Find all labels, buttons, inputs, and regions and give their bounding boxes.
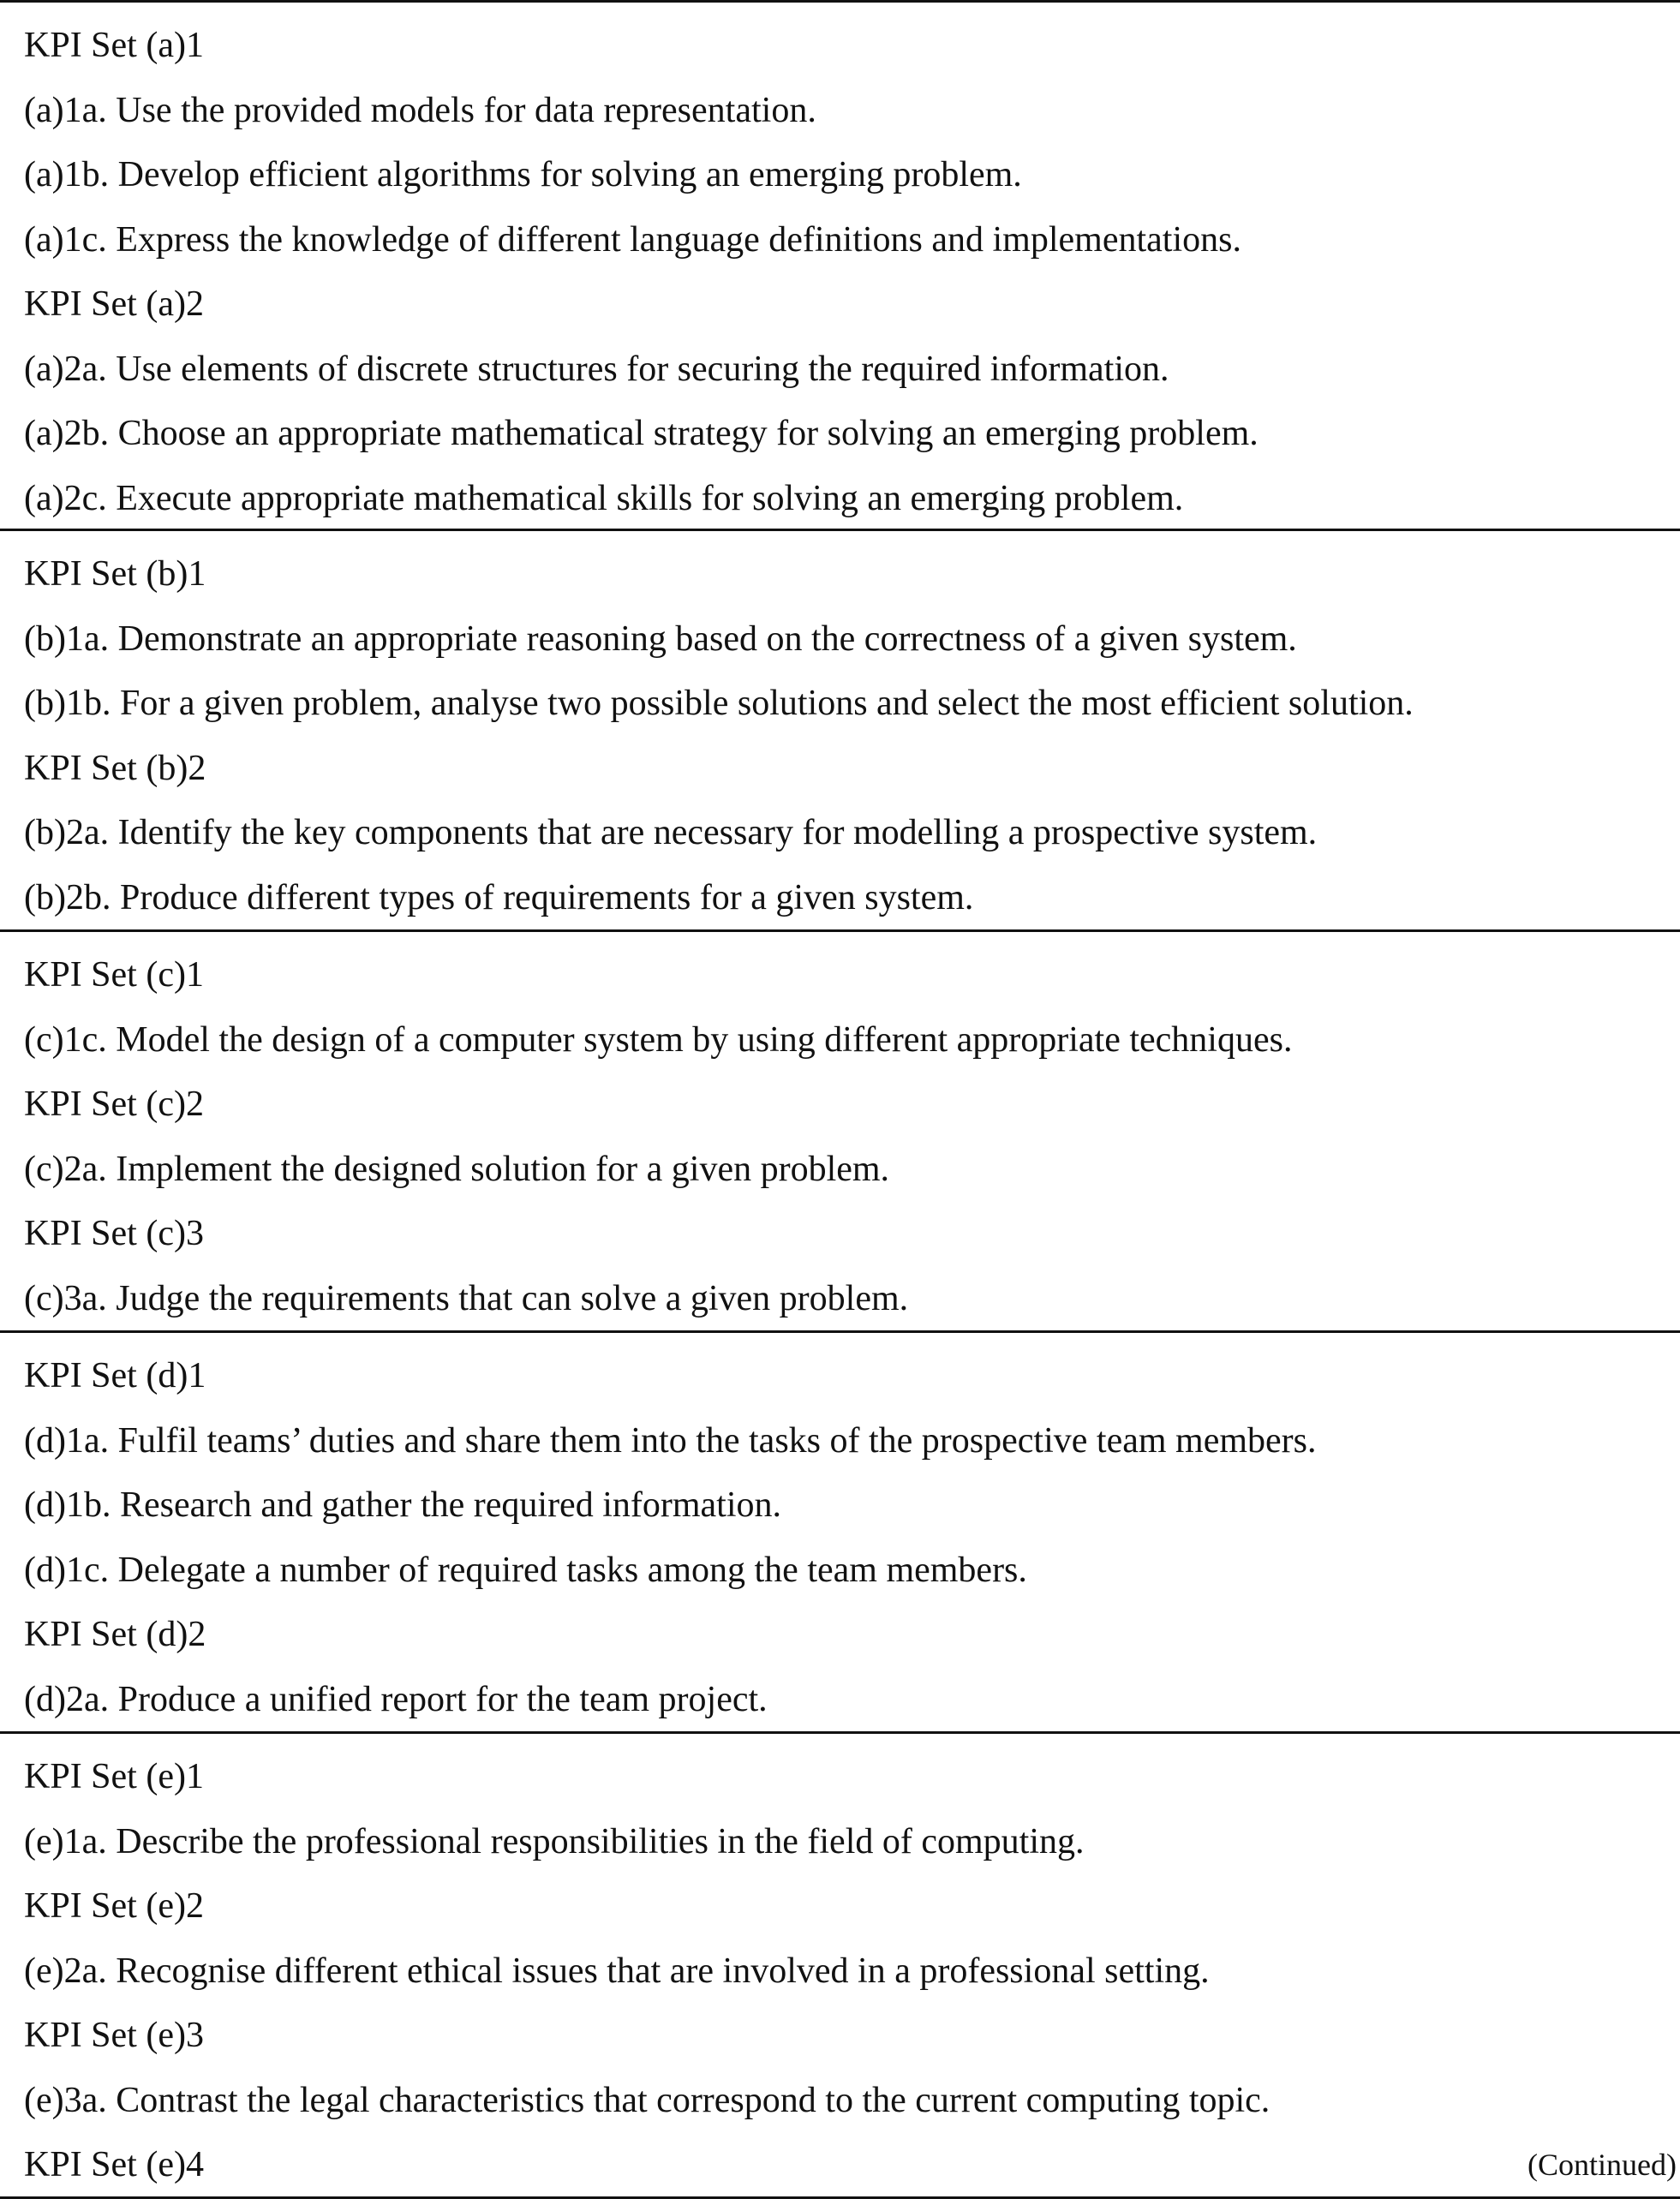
kpi-item: (b)2a. Identify the key components that are necessary for modelling a prospective system. (24, 813, 1318, 852)
kpi-set-heading: KPI Set (c)2 (24, 1085, 204, 1124)
kpi-set-heading: KPI Set (a)2 (24, 284, 204, 324)
kpi-set-heading: KPI Set (c)3 (24, 1214, 204, 1253)
kpi-item: (c)2a. Implement the designed solution for a given problem. (24, 1149, 890, 1189)
kpi-set-heading: KPI Set (c)1 (24, 955, 204, 995)
kpi-group-c (0, 943, 1680, 1333)
kpi-item: (a)2c. Execute appropriate mathematical skills for solving an emerging problem. (24, 478, 1184, 518)
kpi-item: (a)2b. Choose an appropriate mathematical strategy for solving an emerging problem. (24, 414, 1259, 453)
kpi-set-heading: KPI Set (d)1 (24, 1356, 206, 1395)
kpi-item: (e)1a. Describe the professional responsibilities in the field of computing. (24, 1821, 1085, 1861)
kpi-item: (a)1a. Use the provided models for data representation. (24, 90, 816, 130)
kpi-set-heading: KPI Set (a)1 (24, 26, 204, 65)
kpi-set-heading: KPI Set (b)1 (24, 554, 206, 594)
kpi-group-e (0, 1745, 1680, 2199)
kpi-set-heading: KPI Set (e)2 (24, 1886, 204, 1926)
kpi-item: (e)3a. Contrast the legal characteristics that correspond to the current computing topic. (24, 2080, 1270, 2120)
kpi-item: (d)1b. Research and gather the required information. (24, 1485, 781, 1525)
kpi-set-heading: KPI Set (b)2 (24, 748, 206, 788)
kpi-set-heading: KPI Set (e)3 (24, 2016, 204, 2055)
kpi-item: (b)1a. Demonstrate an appropriate reasoning based on the correctness of a given system. (24, 618, 1297, 659)
kpi-group-d (0, 1344, 1680, 1734)
continued-note: (Continued) (1528, 2148, 1677, 2182)
kpi-item: (c)3a. Judge the requirements that can solve a given problem. (24, 1278, 909, 1318)
kpi-item: (a)2a. Use elements of discrete structures for securing the required information. (24, 349, 1169, 389)
kpi-item: (a)1b. Develop efficient algorithms for solving an emerging problem. (24, 155, 1022, 194)
kpi-item: (d)1c. Delegate a number of required tasks among the team members. (24, 1550, 1027, 1590)
kpi-item: (b)1b. For a given problem, analyse two possible solutions and select the most efficient solution. (24, 684, 1414, 723)
kpi-item: (c)1c. Model the design of a computer system by using different appropriate techniques. (24, 1019, 1293, 1060)
kpi-group-b (0, 542, 1680, 932)
kpi-item: (d)1a. Fulfil teams’ duties and share them into the tasks of the prospective team members. (24, 1420, 1317, 1461)
kpi-set-heading: KPI Set (e)1 (24, 1757, 204, 1796)
kpi-set-heading: KPI Set (e)4 (24, 2145, 204, 2184)
kpi-item: (b)2b. Produce different types of requirements for a given system. (24, 877, 974, 917)
kpi-item: (d)2a. Produce a unified report for the team project. (24, 1679, 768, 1719)
kpi-set-heading: KPI Set (d)2 (24, 1615, 206, 1654)
kpi-item: (e)2a. Recognise different ethical issues that are involved in a professional setting. (24, 1951, 1210, 1991)
kpi-item: (a)1c. Express the knowledge of different language definitions and implementations. (24, 219, 1241, 260)
kpi-group-a (0, 14, 1680, 531)
